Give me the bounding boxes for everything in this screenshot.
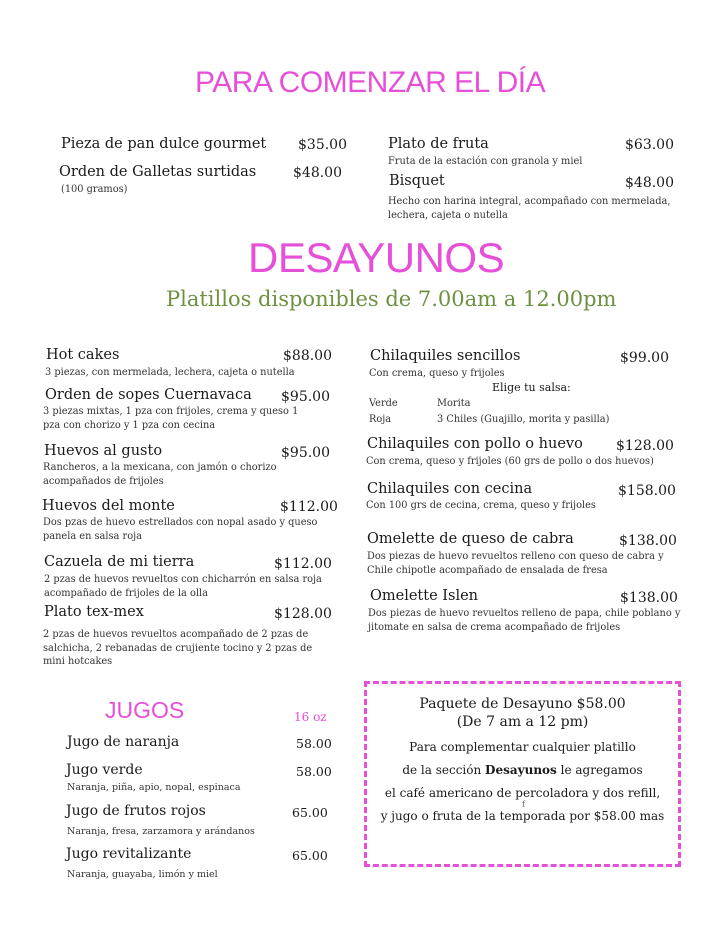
menu-item-price: $112.00	[280, 499, 338, 515]
menu-item-name: Huevos al gusto	[44, 443, 163, 459]
paquete-line-2-bold: Desayunos	[485, 763, 557, 777]
section-title-desayunos: DESAYUNOS	[248, 234, 505, 281]
menu-item-name: Chilaquiles con cecina	[367, 481, 533, 497]
menu-item-price: $138.00	[619, 533, 677, 549]
paquete-line-4: y jugo o fruta de la temporada por $58.00 mas	[380, 809, 665, 823]
juice-description: Naranja, fresa, zarzamora y arándanos	[67, 826, 255, 837]
juice-name: Jugo verde	[66, 762, 143, 778]
juice-name: Jugo de frutos rojos	[66, 803, 206, 819]
menu-item-name: Plato de fruta	[388, 136, 489, 152]
paquete-line-2-suffix: le agregamos	[556, 763, 643, 777]
paquete-line-2-prefix: de la sección	[402, 763, 486, 777]
menu-item-price: $88.00	[283, 348, 332, 364]
section-title-jugos: JUGOS	[105, 697, 185, 723]
menu-item-name: Omelette de queso de cabra	[367, 531, 574, 547]
paquete-title: Paquete de Desayuno $58.00	[419, 696, 626, 712]
menu-item-name: Chilaquiles sencillos	[370, 348, 521, 364]
juice-price: 65.00	[292, 848, 328, 863]
menu-item-price: $48.00	[293, 165, 342, 181]
menu-item-name: Orden de sopes Cuernavaca	[45, 387, 252, 403]
menu-item-price: $95.00	[281, 389, 330, 405]
menu-item-price: $95.00	[281, 445, 330, 461]
menu-item-description: Con crema, queso y frijoles (60 grs de pollo o dos huevos)	[366, 456, 654, 467]
menu-item-description: 2 pzas de huevos revueltos acompañado de 2 pzas de salchicha, 2 rebanadas de crujiente tocino y 2 pzas de mini hotcakes	[43, 629, 313, 667]
menu-item-price: $158.00	[618, 483, 676, 499]
menu-item-name: Pieza de pan dulce gourmet	[61, 136, 267, 152]
paquete-box	[364, 681, 681, 867]
juice-price: 65.00	[292, 805, 328, 820]
menu-item-name: Cazuela de mi tierra	[44, 554, 195, 570]
salsa-value: Morita	[437, 398, 471, 409]
menu-item-price: $35.00	[298, 137, 347, 153]
menu-item-name: Hot cakes	[46, 347, 120, 363]
menu-item-description: Dos piezas de huevo revueltos relleno con queso de cabra y Chile chipotle acompañado de ensalada de fresa	[367, 551, 664, 576]
menu-item-description: 2 pzas de huevos revueltos con chicharrón en salsa roja acompañado de frijoles de la olla	[44, 574, 322, 599]
menu-item-description: Rancheros, a la mexicana, con jamón o chorizo acompañados de frijoles	[43, 462, 277, 487]
menu-item-price: $112.00	[274, 556, 332, 572]
menu-item-description: Con 100 grs de cecina, crema, queso y frijoles	[366, 500, 596, 511]
menu-item-description: Fruta de la estación con granola y miel	[388, 156, 583, 167]
paquete-mark: f	[522, 800, 525, 809]
menu-item-description: Dos piezas de huevo revueltos relleno de papa, chile poblano y jitomate en salsa de crema acompañado de frijoles	[368, 608, 681, 633]
juice-name: Jugo de naranja	[67, 734, 180, 750]
juice-price: 58.00	[296, 736, 332, 751]
paquete-line-1: Para complementar cualquier platillo	[409, 740, 636, 754]
salsa-label: Verde	[369, 398, 398, 409]
paquete-hours: (De 7 am a 12 pm)	[456, 714, 589, 730]
paquete-line-2	[367, 763, 678, 777]
menu-item-name: Orden de Galletas surtidas	[59, 164, 257, 180]
menu-item-price: $128.00	[274, 606, 332, 622]
juice-name: Jugo revitalizante	[66, 846, 192, 862]
section-subtitle: Platillos disponibles de 7.00am a 12.00pm	[166, 287, 617, 311]
menu-item-price: $138.00	[620, 590, 678, 606]
menu-item-description: (100 gramos)	[61, 184, 128, 195]
juice-price: 58.00	[296, 764, 332, 779]
menu-item-name: Plato tex-mex	[44, 604, 144, 620]
menu-item-description: Hecho con harina integral, acompañado con mermelada, lechera, cajeta o nutella	[388, 196, 671, 221]
juice-description: Naranja, piña, apio, nopal, espinaca	[67, 782, 241, 793]
salsa-label: Roja	[369, 414, 392, 425]
menu-item-description: 3 piezas, con mermelada, lechera, cajeta o nutella	[45, 367, 295, 378]
jugos-size: 16 oz	[294, 710, 327, 724]
menu-item-name: Omelette Islen	[370, 588, 479, 604]
menu-item-name: Bisquet	[389, 173, 445, 189]
salsa-value: 3 Chiles (Guajillo, morita y pasilla)	[437, 414, 610, 425]
menu-item-price: $63.00	[625, 137, 674, 153]
menu-item-price: $48.00	[625, 175, 674, 191]
menu-item-description: Con crema, queso y frijoles	[369, 368, 505, 379]
juice-description: Naranja, guayaba, limón y miel	[67, 869, 218, 880]
paquete-line-3: el café americano de percoladora y dos refill,	[384, 786, 661, 800]
menu-item-description: 3 piezas mixtas, 1 pza con frijoles, crema y queso 1 pza con chorizo y 1 pza con cecina	[43, 406, 299, 431]
salsa-title: Elige tu salsa:	[492, 381, 571, 394]
menu-item-price: $128.00	[616, 438, 674, 454]
menu-item-description: Dos pzas de huevo estrellados con nopal asado y queso panela en salsa roja	[43, 517, 318, 542]
menu-item-name: Huevos del monte	[42, 498, 175, 514]
menu-item-price: $99.00	[620, 350, 669, 366]
section-title-para-comenzar: PARA COMENZAR EL DÍA	[195, 66, 546, 99]
menu-item-name: Chilaquiles con pollo o huevo	[367, 436, 583, 452]
